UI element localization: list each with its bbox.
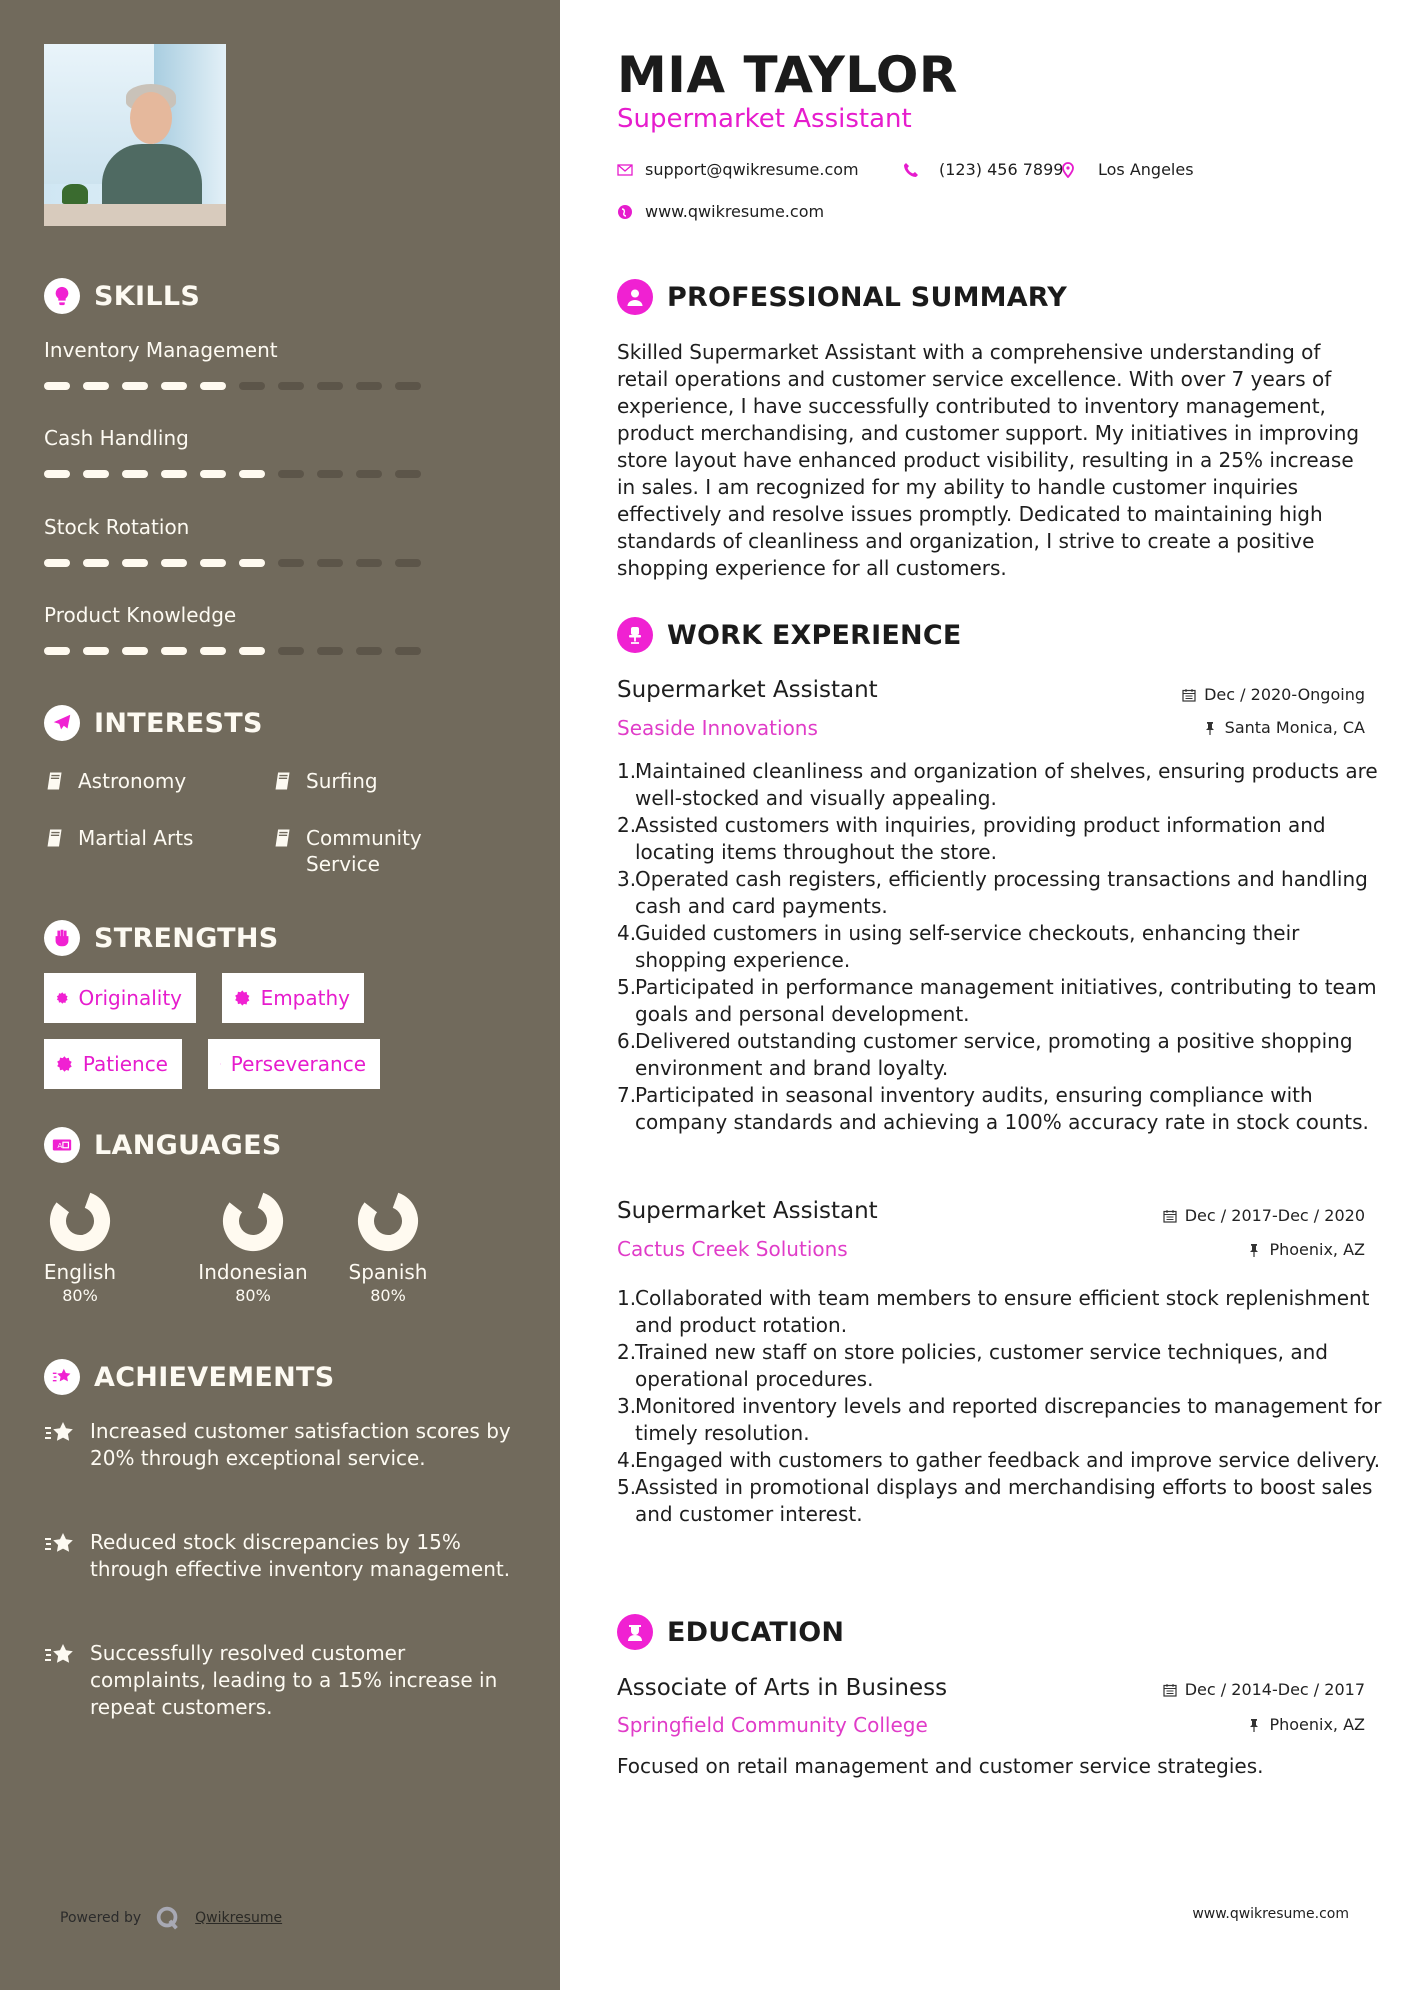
skill-dash-filled — [122, 470, 148, 478]
item-number: 7. — [617, 1083, 637, 1107]
interest-item — [272, 768, 378, 794]
language-item — [193, 1190, 313, 1305]
contact-website — [617, 202, 824, 221]
skill-dash-empty — [278, 559, 304, 567]
responsibility-item — [617, 1285, 1387, 1339]
responsibility-item — [617, 758, 1387, 812]
languages-heading — [44, 1127, 282, 1163]
job-dates — [1163, 1206, 1365, 1225]
graduate-icon — [617, 1614, 653, 1650]
item-number: 2. — [617, 813, 637, 837]
education-description: Focused on retail management and customer service strategies. — [617, 1754, 1264, 1778]
skill-dash-empty — [278, 382, 304, 390]
achievements-heading — [44, 1359, 335, 1395]
candidate-name: MIA TAYLOR — [617, 46, 958, 104]
calendar-icon — [1182, 688, 1196, 702]
badge-icon — [220, 1054, 221, 1074]
summary-heading — [617, 279, 1067, 315]
item-number: 5. — [617, 1475, 637, 1499]
item-number: 4. — [617, 921, 637, 945]
skill-dash-empty — [395, 647, 421, 655]
item-number: 1. — [617, 1286, 637, 1310]
skill-dash-filled — [239, 470, 265, 478]
powered-by — [60, 1903, 282, 1933]
skill-name: Product Knowledge — [44, 603, 237, 627]
interest-label: Martial Arts — [78, 826, 194, 850]
skill-dash-empty — [317, 559, 343, 567]
skill-dash-filled — [239, 647, 265, 655]
skill-dash-empty — [356, 382, 382, 390]
job-responsibilities — [617, 1285, 1387, 1528]
strength-label: Patience — [82, 1052, 168, 1076]
item-text: Participated in performance management initiatives, contributing to team goals and personal development. — [635, 975, 1377, 1026]
language-name: Spanish — [348, 1260, 428, 1284]
book-icon — [272, 827, 294, 849]
skill-dash-filled — [83, 559, 109, 567]
item-text: Trained new staff on store policies, customer service techniques, and operational procedures. — [635, 1340, 1328, 1391]
skill-dash-filled — [122, 647, 148, 655]
achievements-title: ACHIEVEMENTS — [94, 1361, 335, 1393]
summary-title: PROFESSIONAL SUMMARY — [667, 281, 1068, 313]
responsibility-item — [617, 866, 1387, 920]
phone-icon — [903, 162, 919, 178]
shooting-star-icon — [44, 1642, 76, 1670]
skill-level-bar — [44, 559, 421, 567]
strengths-title: STRENGTHS — [94, 922, 279, 954]
education-heading — [617, 1614, 844, 1650]
item-text: Maintained cleanliness and organization of shelves, ensuring products are well-stocked and visually appealing. — [635, 759, 1378, 810]
contact-phone — [903, 160, 1063, 179]
achievement-item — [44, 1418, 514, 1472]
office-chair-icon — [617, 617, 653, 653]
item-number: 3. — [617, 867, 637, 891]
interests-heading — [44, 705, 263, 741]
interest-item — [272, 825, 422, 877]
responsibility-item — [617, 1393, 1387, 1447]
job-dates-text: Dec / 2020-Ongoing — [1204, 685, 1365, 704]
fist-icon — [44, 920, 80, 956]
skill-name: Cash Handling — [44, 426, 189, 450]
job-location-text: Phoenix, AZ — [1269, 1240, 1365, 1259]
job-title: Supermarket Assistant — [617, 1198, 878, 1224]
skill-dash-filled — [44, 470, 70, 478]
skill-dash-filled — [122, 559, 148, 567]
language-name: Indonesian — [198, 1260, 308, 1284]
translate-icon — [44, 1127, 80, 1163]
responsibility-item — [617, 812, 1387, 866]
skill-dash-filled — [161, 559, 187, 567]
skill-dash-empty — [278, 647, 304, 655]
item-text: Collaborated with team members to ensure efficient stock replenishment and product rotation. — [635, 1286, 1370, 1337]
skill-level-bar — [44, 382, 421, 390]
education-dates — [1163, 1680, 1365, 1699]
calendar-icon — [1163, 1209, 1177, 1223]
item-text: Monitored inventory levels and reported discrepancies to management for timely resolution. — [635, 1394, 1382, 1445]
pushpin-icon — [1203, 721, 1217, 735]
job-company: Seaside Innovations — [617, 716, 818, 740]
skill-dash-filled — [239, 559, 265, 567]
skill-dash-filled — [83, 382, 109, 390]
job-dates-text: Dec / 2017-Dec / 2020 — [1184, 1206, 1365, 1225]
qwikresume-link[interactable]: Qwikresume — [195, 1910, 283, 1926]
item-number: 2. — [617, 1340, 637, 1364]
skill-dash-filled — [122, 382, 148, 390]
responsibility-item — [617, 1474, 1387, 1528]
website-text[interactable]: www.qwikresume.com — [645, 202, 825, 221]
strength-tag — [208, 1039, 380, 1089]
svg-text:A: A — [57, 1141, 63, 1151]
item-number: 5. — [617, 975, 637, 999]
degree-title: Associate of Arts in Business — [617, 1675, 948, 1701]
job-location — [1247, 1240, 1365, 1259]
skill-level-bar — [44, 647, 421, 655]
responsibility-item — [617, 1028, 1387, 1082]
paper-plane-icon — [44, 705, 80, 741]
responsibility-item — [617, 920, 1387, 974]
school-name: Springfield Community College — [617, 1713, 928, 1737]
skill-dash-filled — [200, 559, 226, 567]
skill-dash-empty — [239, 382, 265, 390]
item-text: Delivered outstanding customer service, promoting a positive shopping environment and brand loyalty. — [635, 1029, 1353, 1080]
language-percent: 80% — [370, 1286, 406, 1305]
pushpin-icon — [1247, 1243, 1261, 1257]
skill-item — [44, 338, 421, 390]
skill-name: Stock Rotation — [44, 515, 190, 539]
item-number: 1. — [617, 759, 637, 783]
skill-dash-filled — [200, 470, 226, 478]
skill-dash-filled — [161, 470, 187, 478]
responsibility-item — [617, 974, 1387, 1028]
achievement-text: Increased customer satisfaction scores by 20% through exceptional service. — [90, 1419, 511, 1470]
item-text: Guided customers in using self-service checkouts, enhancing their shopping experience. — [635, 921, 1300, 972]
star-icon — [44, 1359, 80, 1395]
skill-dash-empty — [317, 470, 343, 478]
item-number: 6. — [617, 1029, 637, 1053]
item-text: Assisted customers with inquiries, providing product information and locating items throughout the store. — [635, 813, 1326, 864]
lightbulb-icon — [44, 278, 80, 314]
item-number: 4. — [617, 1448, 637, 1472]
item-number: 3. — [617, 1394, 637, 1418]
book-icon — [44, 827, 66, 849]
location-text: Los Angeles — [1098, 160, 1194, 179]
education-title: EDUCATION — [667, 1616, 845, 1648]
language-name: English — [43, 1260, 117, 1284]
responsibility-item — [617, 1447, 1387, 1474]
skill-dash-filled — [83, 647, 109, 655]
skill-dash-empty — [317, 647, 343, 655]
job-responsibilities — [617, 758, 1387, 1136]
skill-dash-empty — [395, 559, 421, 567]
footer-website[interactable]: www.qwikresume.com — [1192, 1906, 1349, 1922]
main-content — [560, 0, 1407, 1990]
interests-title: INTERESTS — [94, 707, 263, 739]
strength-tag — [44, 1039, 182, 1089]
item-text: Participated in seasonal inventory audits, ensuring compliance with company standards and achieving a 100% accuracy rate in stock counts. — [635, 1083, 1369, 1134]
job-location-text: Santa Monica, CA — [1224, 718, 1365, 737]
strength-tag — [222, 973, 364, 1023]
skill-item — [44, 515, 421, 567]
badge-icon — [56, 988, 69, 1008]
skill-name: Inventory Management — [44, 338, 278, 362]
book-icon — [44, 770, 66, 792]
badge-icon — [234, 988, 251, 1008]
job-company: Cactus Creek Solutions — [617, 1237, 848, 1261]
skill-dash-filled — [161, 647, 187, 655]
language-percent: 80% — [62, 1286, 98, 1305]
strength-label: Empathy — [260, 986, 350, 1010]
user-icon — [617, 279, 653, 315]
pushpin-icon — [1247, 1718, 1261, 1732]
skill-dash-empty — [356, 647, 382, 655]
language-donut-chart — [49, 1190, 111, 1252]
interest-item — [44, 825, 193, 851]
responsibility-item — [617, 1082, 1387, 1136]
skill-item — [44, 603, 421, 655]
qwikresume-logo-icon — [153, 1903, 183, 1933]
job-dates — [1182, 685, 1365, 704]
book-icon — [272, 770, 294, 792]
skill-dash-filled — [200, 647, 226, 655]
contact-location — [1060, 160, 1194, 179]
language-donut-chart — [357, 1190, 419, 1252]
education-dates-text: Dec / 2014-Dec / 2017 — [1184, 1680, 1365, 1699]
item-text: Operated cash registers, efficiently processing transactions and handling cash and card payments. — [635, 867, 1368, 918]
strength-label: Perseverance — [230, 1052, 366, 1076]
envelope-icon — [617, 162, 633, 178]
languages-title: LANGUAGES — [94, 1129, 282, 1161]
contact-email — [617, 160, 859, 179]
skill-dash-filled — [200, 382, 226, 390]
map-pin-icon — [1060, 162, 1076, 178]
interest-label: Astronomy — [78, 769, 187, 793]
skill-dash-filled — [44, 559, 70, 567]
skills-heading — [44, 278, 200, 314]
skill-dash-filled — [44, 382, 70, 390]
skill-dash-empty — [278, 470, 304, 478]
profile-photo — [44, 44, 226, 226]
email-text[interactable]: support@qwikresume.com — [645, 160, 859, 179]
skill-dash-empty — [395, 382, 421, 390]
job-title: Supermarket Assistant — [617, 677, 878, 703]
language-item — [20, 1190, 140, 1305]
job-location — [1203, 718, 1365, 737]
skill-dash-empty — [356, 559, 382, 567]
language-item — [328, 1190, 448, 1305]
interest-label: Community Service — [306, 826, 422, 876]
responsibility-item — [617, 1339, 1387, 1393]
candidate-role: Supermarket Assistant — [617, 104, 912, 134]
achievement-text: Successfully resolved customer complaints, leading to a 15% increase in repeat customers. — [90, 1641, 498, 1719]
item-text: Engaged with customers to gather feedback and improve service delivery. — [635, 1448, 1381, 1472]
interest-label: Surfing — [306, 769, 378, 793]
shooting-star-icon — [44, 1420, 76, 1448]
skill-dash-filled — [83, 470, 109, 478]
item-text: Assisted in promotional displays and merchandising efforts to boost sales and customer interest. — [635, 1475, 1373, 1526]
strength-label: Originality — [78, 986, 182, 1010]
strength-tag — [44, 973, 196, 1023]
summary-text: Skilled Supermarket Assistant with a comprehensive understanding of retail operations and customer service excellence. With over 7 years of experience, I have successfully contributed to inventory management, product merchandising, and customer support. My initiatives in improving store layout have enhanced product visibility, resulting in a 25% increase in sales. I am recognized for my ability to handle customer inquiries effectively and resolve issues promptly. Dedicated to maintaining high standards of cleanliness and organization, I strive to create a positive shopping experience for all customers. — [617, 340, 1360, 580]
strengths-heading — [44, 920, 279, 956]
experience-heading — [617, 617, 961, 653]
badge-icon — [56, 1054, 73, 1074]
language-percent: 80% — [235, 1286, 271, 1305]
interest-item — [44, 768, 186, 794]
skills-title: SKILLS — [94, 280, 201, 312]
sidebar — [0, 0, 560, 1990]
phone-text: (123) 456 7899 — [939, 160, 1064, 179]
experience-title: WORK EXPERIENCE — [667, 619, 962, 651]
skill-dash-filled — [161, 382, 187, 390]
skill-dash-empty — [317, 382, 343, 390]
achievement-item — [44, 1529, 514, 1583]
language-donut-chart — [222, 1190, 284, 1252]
calendar-icon — [1163, 1683, 1177, 1697]
skill-dash-filled — [44, 647, 70, 655]
skill-dash-empty — [395, 470, 421, 478]
achievement-text: Reduced stock discrepancies by 15% through effective inventory management. — [90, 1530, 511, 1581]
skill-level-bar — [44, 470, 421, 478]
achievement-item — [44, 1640, 514, 1721]
skill-item — [44, 426, 421, 478]
powered-by-label: Powered by — [60, 1910, 142, 1926]
education-location — [1247, 1715, 1365, 1734]
skill-dash-empty — [356, 470, 382, 478]
education-location-text: Phoenix, AZ — [1269, 1715, 1365, 1734]
globe-icon — [617, 204, 633, 220]
shooting-star-icon — [44, 1531, 76, 1559]
